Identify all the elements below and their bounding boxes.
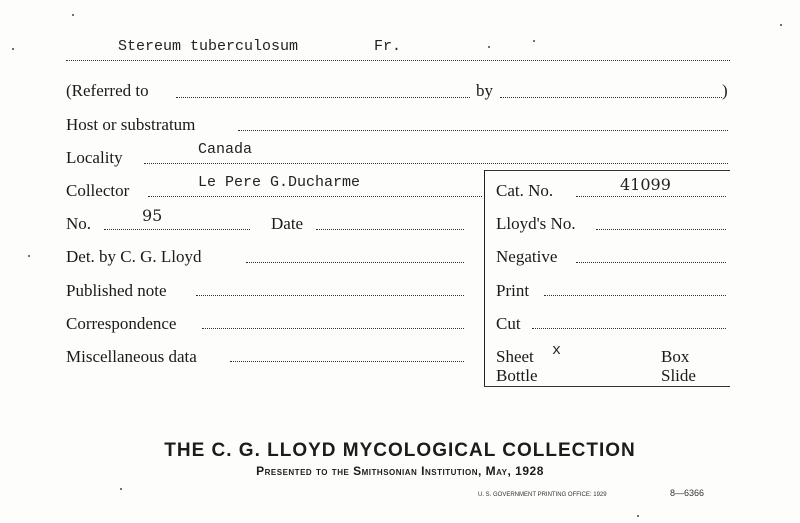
box-label: Box [661, 347, 690, 366]
scan-speck [637, 515, 639, 517]
host-line [238, 130, 728, 131]
form-number: 8—6366 [670, 488, 705, 498]
bottle-label: Bottle [496, 366, 538, 385]
box-bottom-rule [484, 386, 730, 387]
no-value: 95 [142, 206, 163, 225]
collector-line [148, 196, 482, 197]
published-note-label: Published note [66, 281, 167, 300]
box-top-rule [484, 170, 730, 171]
correspondence-line [202, 328, 464, 329]
no-label: No. [66, 214, 92, 233]
box-left-rule [484, 170, 485, 386]
published-note-line [196, 295, 464, 296]
locality-line [144, 163, 728, 164]
by-label: by [476, 81, 493, 100]
cat-no-value: 41099 [620, 175, 671, 194]
species-name: Stereum tuberculosum [118, 38, 299, 55]
negative-line [576, 262, 726, 263]
no-line [104, 229, 250, 230]
correspondence-label: Correspondence [66, 314, 177, 333]
det-label: Det. by C. G. Lloyd [66, 247, 202, 266]
scan-speck [72, 14, 74, 16]
referred-to-line [176, 97, 470, 98]
collector-value: Le Pere G.Ducharme [198, 174, 361, 191]
misc-data-line [230, 361, 464, 362]
lloyds-no-label: Lloyd's No. [496, 214, 576, 233]
scan-speck [120, 488, 122, 490]
collection-title: THE C. G. LLOYD MYCOLOGICAL COLLECTION [164, 440, 636, 461]
lloyds-no-line [596, 229, 726, 230]
cat-no-label: Cat. No. [496, 181, 554, 200]
cut-line [532, 328, 726, 329]
scan-speck [488, 46, 490, 48]
sheet-mark: x [552, 342, 562, 359]
referred-to-label: (Referred to [66, 81, 149, 100]
species-authority: Fr. [374, 38, 402, 55]
sheet-label: Sheet [496, 347, 534, 366]
species-line [66, 60, 730, 61]
collector-label: Collector [66, 181, 130, 200]
det-line [246, 262, 464, 263]
negative-label: Negative [496, 247, 558, 266]
scan-speck [12, 48, 14, 50]
locality-label: Locality [66, 148, 123, 167]
host-label: Host or substratum [66, 115, 196, 134]
locality-value: Canada [198, 141, 253, 158]
close-paren: ) [722, 81, 728, 100]
cat-no-line [576, 196, 726, 197]
slide-label: Slide [661, 366, 696, 385]
date-line [316, 229, 464, 230]
cut-label: Cut [496, 314, 521, 333]
scan-speck [28, 255, 30, 257]
scan-speck [780, 24, 782, 26]
date-label: Date [271, 214, 304, 233]
scan-speck [533, 40, 535, 42]
collection-subtitle: Presented to the Smithsonian Institution, May, 1928 [256, 464, 544, 478]
misc-data-label: Miscellaneous data [66, 347, 197, 366]
print-label: Print [496, 281, 530, 300]
by-line [500, 97, 722, 98]
print-line [544, 295, 726, 296]
printing-office-imprint: U. S. GOVERNMENT PRINTING OFFICE: 1929 [478, 492, 607, 498]
